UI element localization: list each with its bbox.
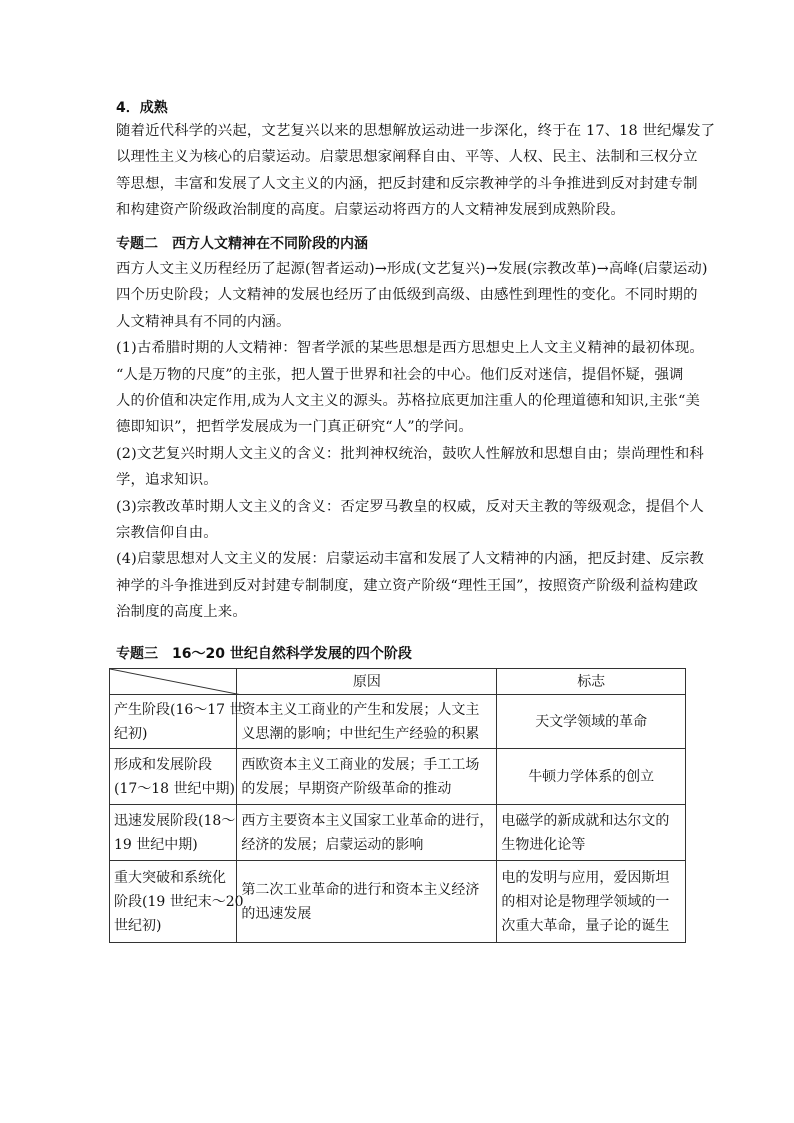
diagonal-header-cell — [110, 669, 237, 695]
text-line: (1)古希腊时期的人文精神：智者学派的某些思想是西方思想史上人文主义精神的最初体现。 — [116, 340, 704, 357]
text-line: 等思想，丰富和发展了人文主义的内涵，把反封建和反宗教神学的斗争推进到反对封建专制 — [116, 175, 698, 192]
stage-cell — [110, 805, 237, 861]
mark-line: 电磁学的新成就和达尔文的 — [501, 812, 670, 829]
text-line: 德即知识”，把哲学发展成为一门真正研究“人”的学问。 — [116, 419, 473, 436]
cause-cell — [237, 695, 497, 749]
cause-line: 西方主要资本主义国家工业革命的进行， — [241, 812, 494, 829]
table-header-row — [110, 669, 686, 695]
stage-cell — [110, 749, 237, 805]
stage-line: 世纪初) — [114, 917, 162, 934]
table-row — [110, 695, 686, 749]
stage-line: 19 世纪中期) — [114, 836, 198, 853]
topic-3-heading: 专题三 16～20 世纪自然科学发展的四个阶段 — [116, 646, 412, 662]
cause-line: 的发展；早期资产阶级革命的推动 — [241, 780, 452, 797]
text-line: 西方人文主义历程经历了起源(智者运动)→形成(文艺复兴)→发展(宗教改革)→高峰(启蒙运动) — [116, 261, 708, 277]
cause-line: 第二次工业革命的进行和资本主义经济 — [241, 881, 480, 898]
text-line: “人是万物的尺度”的主张，把人置于世界和社会的中心。他们反对迷信，提倡怀疑，强调 — [116, 366, 684, 383]
stage-line: 形成和发展阶段 — [114, 756, 212, 773]
text-line: (4)启蒙思想对人文主义的发展：启蒙运动丰富和发展了人文精神的内涵，把反封建、反宗教 — [116, 551, 704, 568]
mark-cell — [497, 749, 686, 805]
mark-line: 牛顿力学体系的创立 — [528, 768, 655, 785]
text-line: 人文精神具有不同的内涵。 — [116, 313, 291, 330]
diagonal-line — [110, 669, 242, 695]
stage-cell — [110, 861, 244, 943]
cause-line: 义思潮的影响；中世纪生产经验的积累 — [241, 725, 480, 742]
section-4-paragraph — [116, 118, 716, 224]
text-line: (2)文艺复兴时期人文主义的含义：批判神权统治，鼓吹人性解放和思想自由；崇尚理性和科 — [116, 445, 704, 462]
cause-line: 经济的发展；启蒙运动的影响 — [241, 836, 424, 853]
mark-cell — [497, 805, 686, 861]
stage-line: 阶段(19 世纪末～20 — [114, 893, 244, 910]
cause-cell — [237, 805, 497, 861]
text-line: (3)宗教改革时期人文主义的含义：否定罗马教皇的权威，反对天主教的等级观念，提倡个人 — [116, 498, 704, 515]
stage-line: (17～18 世纪中期) — [114, 780, 236, 797]
stage-line: 迅速发展阶段(18～ — [114, 812, 236, 829]
mark-line: 生物进化论等 — [501, 836, 586, 853]
text-line: 神学的斗争推进到反对封建专制制度，建立资产阶级“理性王国”，按照资产阶级利益构建政 — [116, 577, 699, 594]
science-stages-table — [109, 668, 686, 943]
cause-line: 的迅速发展 — [241, 905, 312, 922]
header-cause: 原因 — [237, 669, 497, 695]
section-4-heading: 4．成熟 — [116, 100, 168, 116]
text-line: 和构建资产阶级政治制度的高度。启蒙运动将西方的人文精神发展到成熟阶段。 — [116, 202, 625, 219]
text-line: 治制度的高度上来。 — [116, 604, 247, 621]
table-row — [110, 861, 686, 943]
topic-2-heading: 专题二 西方人文精神在不同阶段的内涵 — [116, 236, 368, 252]
text-line: 人的价值和决定作用,成为人文主义的源头。苏格拉底更加注重人的伦理道德和知识,主张“美 — [116, 393, 701, 410]
text-line: 以理性主义为核心的启蒙运动。启蒙思想家阐释自由、平等、人权、民主、法制和三权分立 — [116, 149, 698, 166]
mark-line: 电的发明与应用，爱因斯坦 — [501, 869, 670, 886]
text-line: 宗教信仰自由。 — [116, 525, 218, 542]
mark-line: 天文学领域的革命 — [535, 713, 648, 730]
table-row — [110, 805, 686, 861]
mark-cell — [497, 861, 686, 943]
stage-line: 重大突破和系统化 — [114, 869, 226, 886]
stage-cell — [110, 695, 244, 749]
mark-line: 的相对论是物理学领域的一 — [501, 893, 670, 910]
stage-line: 纪初) — [114, 725, 148, 742]
cause-cell — [237, 861, 497, 943]
topic-2-paragraph — [116, 256, 708, 626]
text-line: 随着近代科学的兴起，文艺复兴以来的思想解放运动进一步深化，终于在 17、18 世纪爆发了 — [116, 123, 716, 139]
text-line: 学，追求知识。 — [116, 472, 218, 489]
mark-line: 次重大革命，量子论的诞生 — [501, 917, 670, 934]
stage-line: 产生阶段(16～17 世 — [114, 701, 244, 718]
table-row — [110, 749, 686, 805]
header-mark: 标志 — [497, 669, 686, 695]
cause-cell — [237, 749, 497, 805]
cause-line: 西欧资本主义工商业的发展；手工工场 — [241, 756, 480, 773]
cause-line: 资本主义工商业的产生和发展；人文主 — [241, 701, 480, 718]
mark-cell — [497, 695, 686, 749]
text-line: 四个历史阶段；人文精神的发展也经历了由低级到高级、由感性到理性的变化。不同时期的 — [116, 287, 698, 304]
